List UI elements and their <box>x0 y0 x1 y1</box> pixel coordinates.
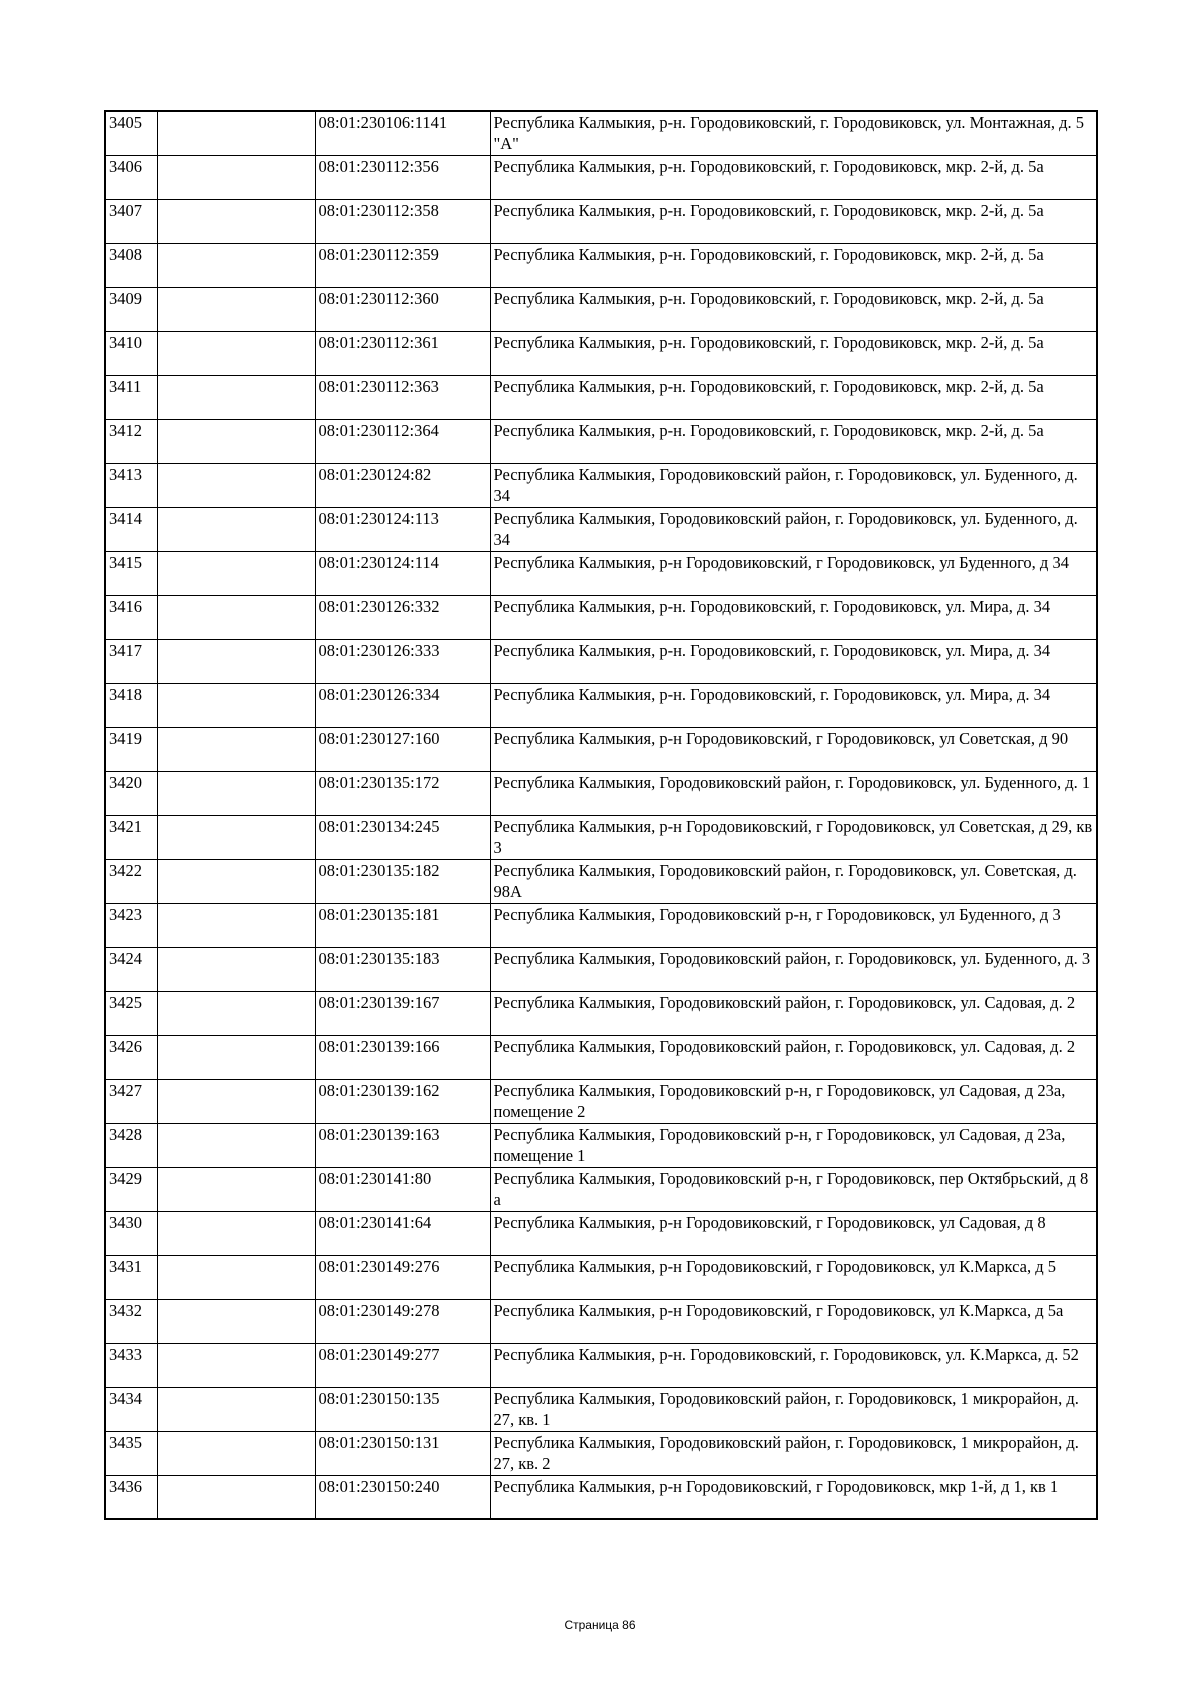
table-row <box>105 727 1097 771</box>
address-cell: Республика Калмыкия, р-н. Городовиковский, г. Городовиковск, ул. К.Маркса, д. 52 <box>490 1343 1097 1387</box>
row-number-cell: 3406 <box>105 155 157 199</box>
cadastral-number-cell: 08:01:230112:364 <box>315 419 490 463</box>
empty-cell <box>157 199 315 243</box>
table-row <box>105 1475 1097 1519</box>
table-row <box>105 551 1097 595</box>
cadastral-number-cell: 08:01:230150:131 <box>315 1431 490 1475</box>
row-number-cell: 3419 <box>105 727 157 771</box>
table-row <box>105 243 1097 287</box>
table-row <box>105 1343 1097 1387</box>
cadastral-number-cell: 08:01:230150:135 <box>315 1387 490 1431</box>
cadastral-number-cell: 08:01:230106:1141 <box>315 111 490 155</box>
empty-cell <box>157 903 315 947</box>
cadastral-number-cell: 08:01:230112:360 <box>315 287 490 331</box>
empty-cell <box>157 1035 315 1079</box>
address-cell: Республика Калмыкия, Городовиковский район, г. Городовиковск, 1 микрорайон, д. 27, кв. 1 <box>490 1387 1097 1431</box>
empty-cell <box>157 727 315 771</box>
cadastral-number-cell: 08:01:230112:358 <box>315 199 490 243</box>
address-cell: Республика Калмыкия, р-н Городовиковский, г Городовиковск, ул Буденного, д 34 <box>490 551 1097 595</box>
empty-cell <box>157 1387 315 1431</box>
empty-cell <box>157 331 315 375</box>
cadastral-number-cell: 08:01:230112:361 <box>315 331 490 375</box>
address-cell: Республика Калмыкия, Городовиковский р-н, г Городовиковск, ул Садовая, д 23а, помещение 1 <box>490 1123 1097 1167</box>
empty-cell <box>157 639 315 683</box>
row-number-cell: 3416 <box>105 595 157 639</box>
row-number-cell: 3418 <box>105 683 157 727</box>
table-row <box>105 1211 1097 1255</box>
row-number-cell: 3409 <box>105 287 157 331</box>
table-row <box>105 595 1097 639</box>
address-cell: Республика Калмыкия, Городовиковский район, г. Городовиковск, ул. Советская, д. 98А <box>490 859 1097 903</box>
cadastral-number-cell: 08:01:230149:277 <box>315 1343 490 1387</box>
address-cell: Республика Калмыкия, р-н. Городовиковский, г. Городовиковск, мкр. 2-й, д. 5а <box>490 199 1097 243</box>
cadastral-number-cell: 08:01:230135:181 <box>315 903 490 947</box>
address-cell: Республика Калмыкия, Городовиковский район, г. Городовиковск, ул. Буденного, д. 34 <box>490 507 1097 551</box>
address-cell: Республика Калмыкия, Городовиковский р-н, г Городовиковск, ул Садовая, д 23а, помещение 2 <box>490 1079 1097 1123</box>
row-number-cell: 3411 <box>105 375 157 419</box>
empty-cell <box>157 1167 315 1211</box>
address-cell: Республика Калмыкия, р-н. Городовиковский, г. Городовиковск, мкр. 2-й, д. 5а <box>490 419 1097 463</box>
address-cell: Республика Калмыкия, р-н. Городовиковский, г. Городовиковск, мкр. 2-й, д. 5а <box>490 375 1097 419</box>
empty-cell <box>157 1255 315 1299</box>
row-number-cell: 3433 <box>105 1343 157 1387</box>
table-row <box>105 903 1097 947</box>
empty-cell <box>157 551 315 595</box>
row-number-cell: 3407 <box>105 199 157 243</box>
table-row <box>105 419 1097 463</box>
row-number-cell: 3417 <box>105 639 157 683</box>
address-cell: Республика Калмыкия, р-н. Городовиковский, г. Городовиковск, мкр. 2-й, д. 5а <box>490 287 1097 331</box>
address-cell: Республика Калмыкия, Городовиковский район, г. Городовиковск, ул. Садовая, д. 2 <box>490 991 1097 1035</box>
address-cell: Республика Калмыкия, р-н. Городовиковский, г. Городовиковск, мкр. 2-й, д. 5а <box>490 243 1097 287</box>
cadastral-number-cell: 08:01:230150:240 <box>315 1475 490 1519</box>
empty-cell <box>157 1079 315 1123</box>
row-number-cell: 3435 <box>105 1431 157 1475</box>
row-number-cell: 3415 <box>105 551 157 595</box>
row-number-cell: 3424 <box>105 947 157 991</box>
empty-cell <box>157 859 315 903</box>
address-cell: Республика Калмыкия, р-н. Городовиковский, г. Городовиковск, ул. Мира, д. 34 <box>490 595 1097 639</box>
table-row <box>105 947 1097 991</box>
register-table <box>104 110 1098 1520</box>
cadastral-number-cell: 08:01:230124:82 <box>315 463 490 507</box>
table-row <box>105 463 1097 507</box>
table-row <box>105 683 1097 727</box>
empty-cell <box>157 111 315 155</box>
table-row <box>105 991 1097 1035</box>
cadastral-number-cell: 08:01:230126:334 <box>315 683 490 727</box>
table-row <box>105 331 1097 375</box>
cadastral-number-cell: 08:01:230139:163 <box>315 1123 490 1167</box>
cadastral-number-cell: 08:01:230135:183 <box>315 947 490 991</box>
register-table-body <box>105 111 1097 1519</box>
empty-cell <box>157 463 315 507</box>
empty-cell <box>157 507 315 551</box>
table-row <box>105 199 1097 243</box>
empty-cell <box>157 683 315 727</box>
empty-cell <box>157 1475 315 1519</box>
address-cell: Республика Калмыкия, р-н Городовиковский, г Городовиковск, ул Советская, д 90 <box>490 727 1097 771</box>
row-number-cell: 3422 <box>105 859 157 903</box>
empty-cell <box>157 1343 315 1387</box>
empty-cell <box>157 815 315 859</box>
table-row <box>105 771 1097 815</box>
cadastral-number-cell: 08:01:230139:167 <box>315 991 490 1035</box>
table-row <box>105 1123 1097 1167</box>
address-cell: Республика Калмыкия, р-н Городовиковский, г Городовиковск, ул К.Маркса, д 5 <box>490 1255 1097 1299</box>
row-number-cell: 3428 <box>105 1123 157 1167</box>
table-row <box>105 375 1097 419</box>
cadastral-number-cell: 08:01:230149:278 <box>315 1299 490 1343</box>
empty-cell <box>157 375 315 419</box>
table-row <box>105 287 1097 331</box>
address-cell: Республика Калмыкия, Городовиковский р-н, г Городовиковск, ул Буденного, д 3 <box>490 903 1097 947</box>
address-cell: Республика Калмыкия, Городовиковский р-н, г Городовиковск, пер Октябрьский, д 8 а <box>490 1167 1097 1211</box>
cadastral-number-cell: 08:01:230126:333 <box>315 639 490 683</box>
table-row <box>105 1387 1097 1431</box>
cadastral-number-cell: 08:01:230112:359 <box>315 243 490 287</box>
cadastral-number-cell: 08:01:230134:245 <box>315 815 490 859</box>
address-cell: Республика Калмыкия, р-н. Городовиковский, г. Городовиковск, мкр. 2-й, д. 5а <box>490 331 1097 375</box>
cadastral-number-cell: 08:01:230135:182 <box>315 859 490 903</box>
empty-cell <box>157 243 315 287</box>
table-row <box>105 639 1097 683</box>
cadastral-number-cell: 08:01:230124:114 <box>315 551 490 595</box>
table-row <box>105 1299 1097 1343</box>
row-number-cell: 3429 <box>105 1167 157 1211</box>
row-number-cell: 3421 <box>105 815 157 859</box>
table-row <box>105 1167 1097 1211</box>
address-cell: Республика Калмыкия, Городовиковский район, г. Городовиковск, ул. Буденного, д. 3 <box>490 947 1097 991</box>
address-cell: Республика Калмыкия, Городовиковский район, г. Городовиковск, ул. Буденного, д. 34 <box>490 463 1097 507</box>
row-number-cell: 3434 <box>105 1387 157 1431</box>
row-number-cell: 3410 <box>105 331 157 375</box>
empty-cell <box>157 595 315 639</box>
cadastral-number-cell: 08:01:230139:166 <box>315 1035 490 1079</box>
row-number-cell: 3436 <box>105 1475 157 1519</box>
row-number-cell: 3405 <box>105 111 157 155</box>
empty-cell <box>157 947 315 991</box>
address-cell: Республика Калмыкия, р-н Городовиковский, г Городовиковск, ул Садовая, д 8 <box>490 1211 1097 1255</box>
table-row <box>105 1255 1097 1299</box>
row-number-cell: 3427 <box>105 1079 157 1123</box>
address-cell: Республика Калмыкия, р-н. Городовиковский, г. Городовиковск, мкр. 2-й, д. 5а <box>490 155 1097 199</box>
row-number-cell: 3423 <box>105 903 157 947</box>
page-number: Страница 86 <box>564 1618 636 1632</box>
empty-cell <box>157 771 315 815</box>
table-row <box>105 815 1097 859</box>
cadastral-number-cell: 08:01:230112:356 <box>315 155 490 199</box>
table-row <box>105 1035 1097 1079</box>
empty-cell <box>157 155 315 199</box>
table-row <box>105 1431 1097 1475</box>
empty-cell <box>157 1431 315 1475</box>
table-row <box>105 507 1097 551</box>
cadastral-number-cell: 08:01:230124:113 <box>315 507 490 551</box>
row-number-cell: 3430 <box>105 1211 157 1255</box>
cadastral-number-cell: 08:01:230141:64 <box>315 1211 490 1255</box>
row-number-cell: 3408 <box>105 243 157 287</box>
empty-cell <box>157 1299 315 1343</box>
address-cell: Республика Калмыкия, р-н. Городовиковский, г. Городовиковск, ул. Мира, д. 34 <box>490 639 1097 683</box>
table-row <box>105 859 1097 903</box>
row-number-cell: 3431 <box>105 1255 157 1299</box>
cadastral-number-cell: 08:01:230127:160 <box>315 727 490 771</box>
table-row <box>105 1079 1097 1123</box>
cadastral-number-cell: 08:01:230149:276 <box>315 1255 490 1299</box>
cadastral-number-cell: 08:01:230141:80 <box>315 1167 490 1211</box>
empty-cell <box>157 991 315 1035</box>
address-cell: Республика Калмыкия, р-н. Городовиковский, г. Городовиковск, ул. Мира, д. 34 <box>490 683 1097 727</box>
address-cell: Республика Калмыкия, Городовиковский район, г. Городовиковск, 1 микрорайон, д. 27, кв. 2 <box>490 1431 1097 1475</box>
row-number-cell: 3414 <box>105 507 157 551</box>
row-number-cell: 3412 <box>105 419 157 463</box>
row-number-cell: 3413 <box>105 463 157 507</box>
row-number-cell: 3426 <box>105 1035 157 1079</box>
row-number-cell: 3425 <box>105 991 157 1035</box>
empty-cell <box>157 1123 315 1167</box>
cadastral-number-cell: 08:01:230139:162 <box>315 1079 490 1123</box>
row-number-cell: 3432 <box>105 1299 157 1343</box>
address-cell: Республика Калмыкия, р-н. Городовиковский, г. Городовиковск, ул. Монтажная, д. 5 "А" <box>490 111 1097 155</box>
cadastral-number-cell: 08:01:230112:363 <box>315 375 490 419</box>
address-cell: Республика Калмыкия, Городовиковский район, г. Городовиковск, ул. Буденного, д. 1 <box>490 771 1097 815</box>
table-row <box>105 155 1097 199</box>
address-cell: Республика Калмыкия, р-н Городовиковский, г Городовиковск, мкр 1-й, д 1, кв 1 <box>490 1475 1097 1519</box>
row-number-cell: 3420 <box>105 771 157 815</box>
cadastral-number-cell: 08:01:230126:332 <box>315 595 490 639</box>
empty-cell <box>157 287 315 331</box>
empty-cell <box>157 1211 315 1255</box>
cadastral-number-cell: 08:01:230135:172 <box>315 771 490 815</box>
table-row <box>105 111 1097 155</box>
empty-cell <box>157 419 315 463</box>
address-cell: Республика Калмыкия, р-н Городовиковский, г Городовиковск, ул Советская, д 29, кв 3 <box>490 815 1097 859</box>
address-cell: Республика Калмыкия, Городовиковский район, г. Городовиковск, ул. Садовая, д. 2 <box>490 1035 1097 1079</box>
address-cell: Республика Калмыкия, р-н Городовиковский, г Городовиковск, ул К.Маркса, д 5а <box>490 1299 1097 1343</box>
